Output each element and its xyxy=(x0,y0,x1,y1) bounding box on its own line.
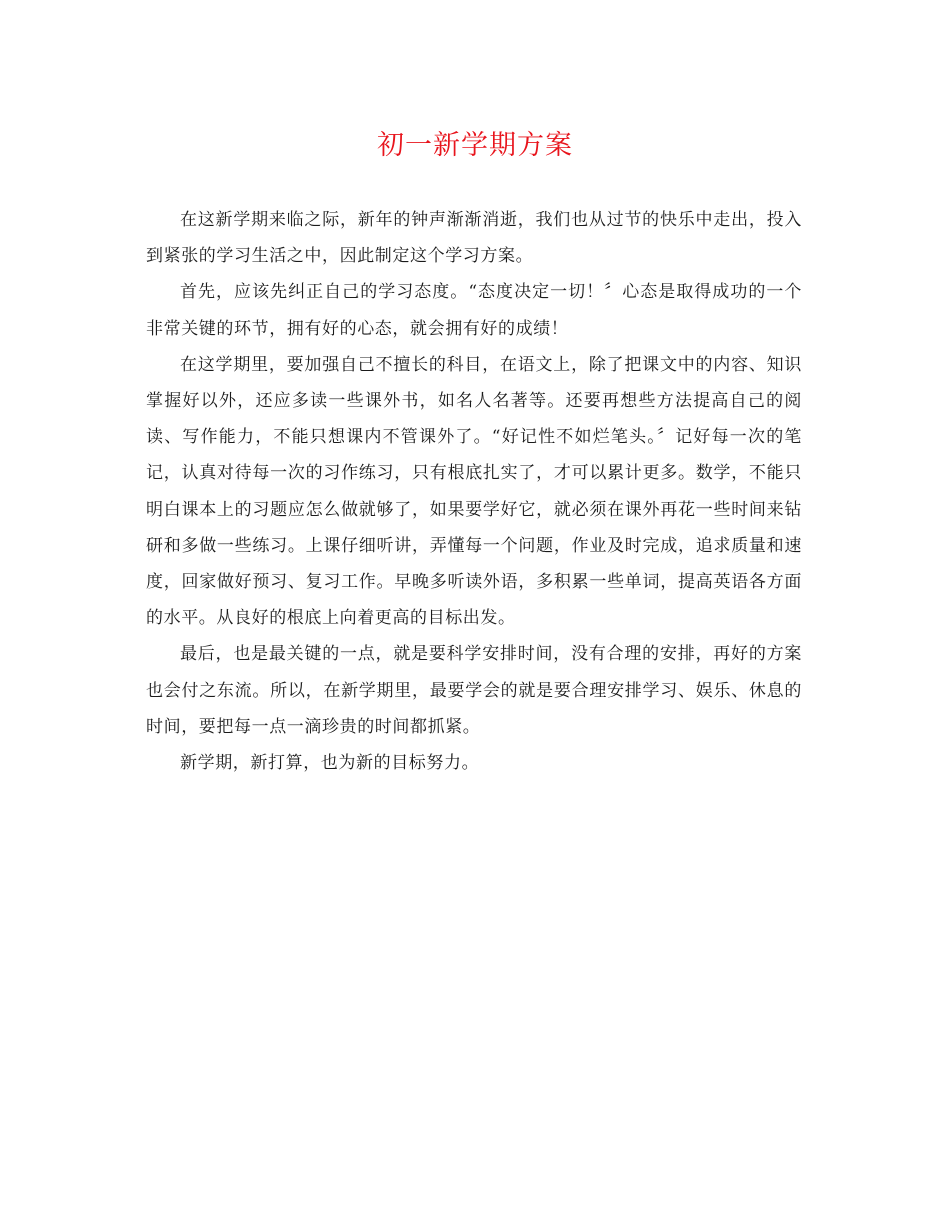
paragraph-attitude: 首先，应该先纠正自己的学习态度。“态度决定一切！〞心态是取得成功的一个非常关键的环节，拥有好的心态，就会拥有好的成绩！ xyxy=(146,282,802,339)
paragraph-subjects: 在这学期里，要加强自己不擅长的科目，在语文上，除了把课文中的内容、知识掌握好以外，还应多读一些课外书，如名人名著等。还要再想些方法提高自己的阅读、写作能力，不能只想课内不管课外了。“好记性不如烂笔头。〞记好每一次的笔记，认真对待每一次的习作练习，只有根底扎实了，才可以累计更多。数学，不能只明白课本上的习题应怎么做就够了，如果要学好它，就必须在课外再花一些时间来钻研和多做一些练习。上课仔细听讲，弄懂每一个问题，作业及时完成，追求质量和速度，回家做好预习、复习工作。早晚多听读外语，多积累一些单词，提高英语各方面的水平。从良好的根底上向着更高的目标出发。 xyxy=(146,354,802,629)
document-body xyxy=(146,202,802,781)
paragraph-intro: 在这新学期来临之际，新年的钟声渐渐消逝，我们也从过节的快乐中走出，投入到紧张的学习生活之中，因此制定这个学习方案。 xyxy=(146,210,802,267)
paragraph-time: 最后，也是最关键的一点，就是要科学安排时间，没有合理的安排，再好的方案也会付之东流。所以，在新学期里，最要学会的就是要合理安排学习、娱乐、休息的时间，要把每一点一滴珍贵的时间都抓紧。 xyxy=(146,644,802,737)
paragraph-closing: 新学期，新打算，也为新的目标努力。 xyxy=(180,753,480,774)
document-title: 初一新学期方案 xyxy=(377,130,573,161)
